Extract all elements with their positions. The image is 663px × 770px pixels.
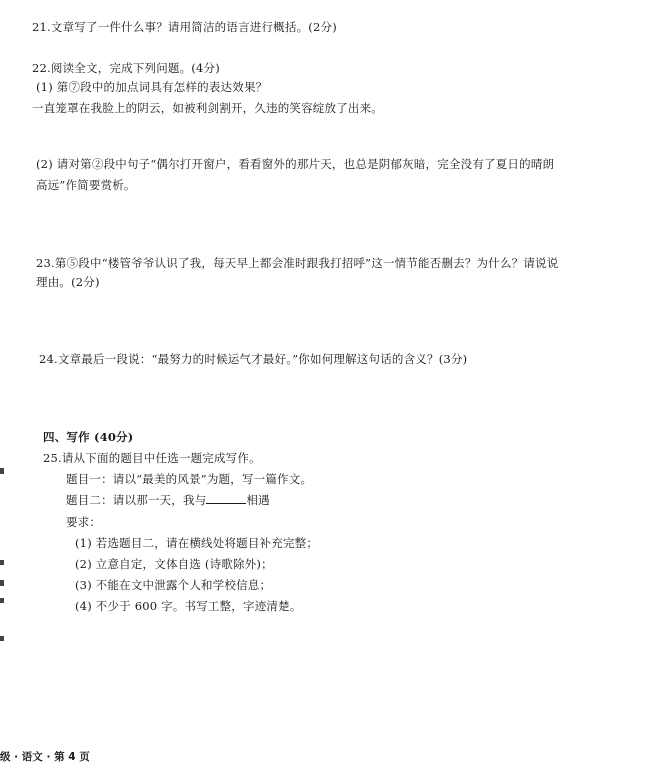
binding-mark: [0, 468, 4, 474]
question-23-line-2: 理由。(2分): [36, 275, 100, 289]
question-25: 25.请从下面的题目中任选一题完成写作。: [43, 451, 261, 465]
writing-topic-1: 题目一：请以“最美的风景”为题，写一篇作文。: [66, 472, 313, 486]
question-22-part-2-line-2: 高远”作简要赏析。: [36, 178, 136, 192]
writing-topic-2-suffix: 相遇: [246, 493, 270, 507]
binding-mark: [0, 580, 4, 586]
writing-requirement-4: (4) 不少于 600 字。书写工整，字迹清楚。: [75, 599, 302, 613]
writing-requirement-3: (3) 不能在文中泄露个人和学校信息；: [75, 578, 272, 592]
writing-requirement-2: (2) 立意自定，文体自选 (诗歌除外)；: [75, 557, 273, 571]
question-22-part-2-line-1: (2) 请对第②段中句子“偶尔打开窗户，看看窗外的那片天，也总是阴郁灰暗，完全没有了夏日的晴朗: [36, 157, 555, 171]
question-22-title: 22.阅读全文，完成下列问题。(4分): [32, 61, 220, 75]
question-22-quote: 一直笼罩在我脸上的阴云，如被利剑割开，久违的笑容绽放了出来。: [32, 101, 383, 115]
binding-mark: [0, 560, 4, 565]
writing-requirement-1: (1) 若选题目二，请在横线处将题目补充完整；: [75, 536, 319, 550]
binding-mark: [0, 636, 4, 641]
page-footer: 级 · 语文 · 第 4 页: [0, 751, 90, 763]
writing-requirements-label: 要求：: [66, 515, 102, 529]
binding-mark: [0, 598, 4, 603]
question-22-part-1: (1) 第⑦段中的加点词具有怎样的表达效果？: [36, 80, 268, 94]
question-21: 21.文章写了一件什么事？请用简洁的语言进行概括。(2分): [32, 20, 337, 34]
writing-topic-2-prefix: 题目二：请以那一天，我与: [66, 493, 207, 507]
question-23-line-1: 23.第⑤段中“楼管爷爷认识了我，每天早上都会准时跟我打招呼”这一情节能否删去？为什么？请说说: [36, 256, 559, 270]
question-24: 24.文章最后一段说：“最努力的时候运气才最好。”你如何理解这句话的含义？(3分): [39, 352, 468, 366]
writing-topic-2: [66, 493, 270, 507]
writing-section-title: 四、写作 (40分): [43, 430, 134, 444]
topic-blank-line: [206, 493, 246, 504]
